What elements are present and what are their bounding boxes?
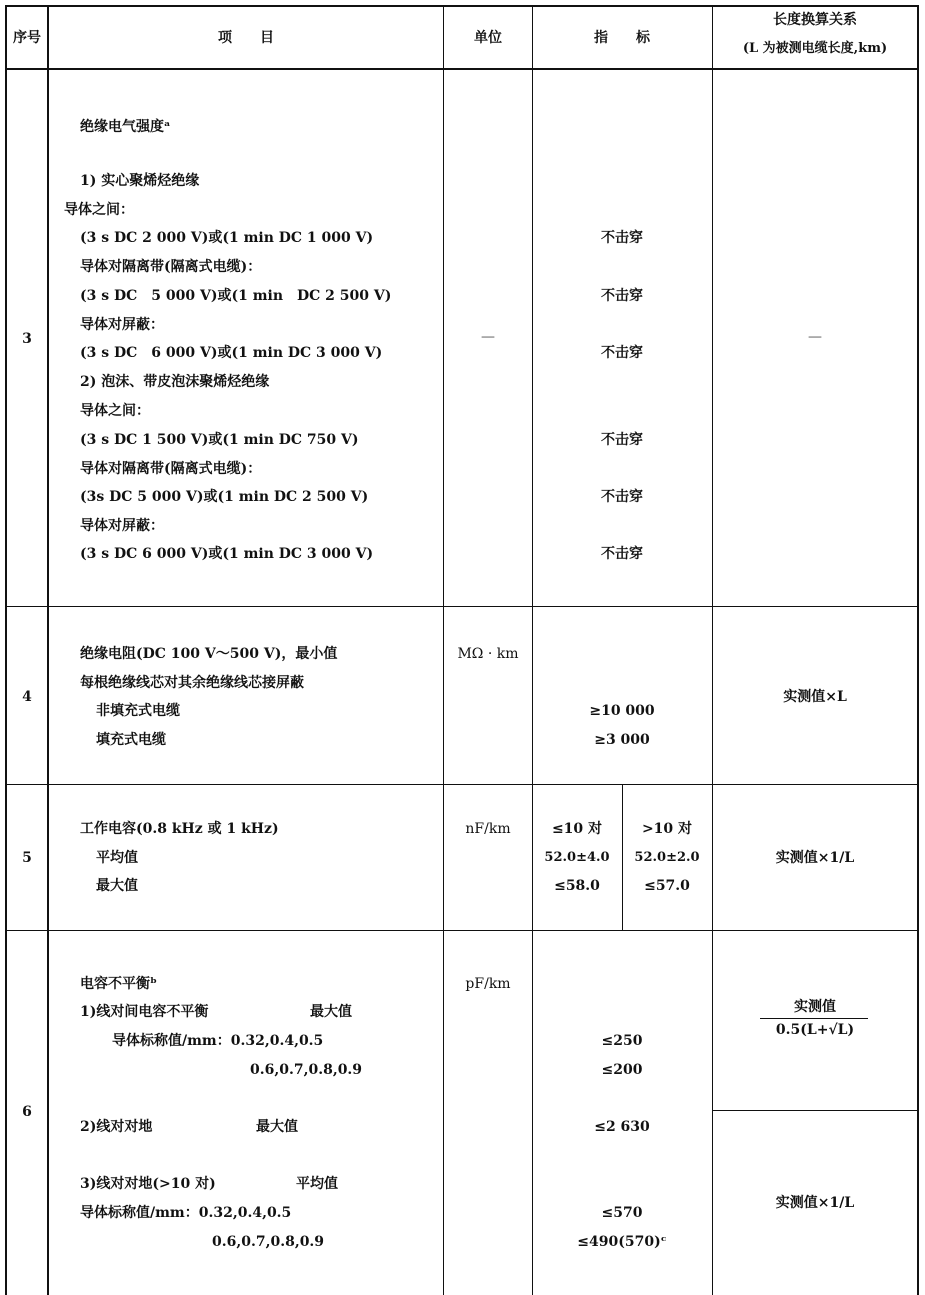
row6-line: 最大值 [310,1004,352,1020]
col-seq-border [47,5,49,1295]
row5-line: 工作电容(0.8 kHz 或 1 kHz) [80,821,279,837]
row4-unit: MΩ · km [457,646,519,662]
row3-line: (3 s DC 6 000 V)或(1 min DC 3 000 V) [80,345,383,361]
row5-unit: nF/km [465,821,511,837]
table-top-border [5,5,918,7]
row6-title: 电容不平衡ᵇ [80,976,157,992]
row3-conv: — [808,329,822,345]
row6-conv-numerator: 实测值 [794,999,836,1015]
row5-index-right: >10 对 [641,821,693,837]
row6-line: 0.6,0.7,0.8,0.9 [250,1062,363,1078]
table-right-border [917,5,919,1295]
row3-index-value: 不击穿 [601,288,643,304]
row3-bottom-border [5,606,918,607]
row3-index-value: 不击穿 [601,345,643,361]
row6-conv-divider [712,1110,918,1111]
row3-index-value: 不击穿 [601,546,643,562]
row4-line: 绝缘电阻(DC 100 V～500 V)，最小值 [80,646,338,662]
row6-line: 平均值 [296,1176,338,1192]
header-conv-line1: 长度换算关系 [773,12,857,28]
row3-line: (3 s DC 2 000 V)或(1 min DC 1 000 V) [80,230,374,246]
row4-line: 填充式电缆 [96,732,166,748]
row6-conv-lower: 实测值×1/L [775,1195,855,1211]
row6-seq: 6 [22,1104,32,1120]
row3-index-value: 不击穿 [601,432,643,448]
row3-title: 绝缘电气强度ᵃ [80,119,171,135]
row3-line: 导体之间： [64,202,134,218]
row6-index-value: ≤200 [601,1062,643,1078]
row3-line: 导体之间： [80,403,150,419]
row3-line: 导体对隔离带(隔离式电缆)： [80,461,262,477]
row5-conv: 实测值×1/L [775,850,855,866]
header-bottom-border [5,68,918,70]
header-item: 项 目 [218,30,274,46]
row3-index-value: 不击穿 [601,230,643,246]
row6-line: 0.6,0.7,0.8,0.9 [212,1234,325,1250]
row5-bottom-border [5,930,918,931]
row6-index-value: ≤570 [601,1205,643,1221]
row5-seq: 5 [22,850,32,866]
header-index: 指 标 [594,30,650,46]
table-left-border [5,5,7,1295]
row5-index-split [622,784,623,930]
row6-line: 导体标称值/mm：0.32,0.4,0.5 [112,1033,324,1049]
col-item-border [443,5,444,1295]
row3-line: 导体对屏蔽： [80,317,164,333]
row5-index-left: ≤10 对 [551,821,603,837]
header-conv-line2: (L 为被测电缆长度,km) [742,41,888,56]
row3-line: (3 s DC 1 500 V)或(1 min DC 750 V) [80,432,359,448]
row6-line: 1)线对间电容不平衡 [80,1004,209,1020]
row6-line: 最大值 [256,1119,298,1135]
row4-seq: 4 [22,689,32,705]
row3-line: 1) 实心聚烯烃绝缘 [80,173,200,189]
row4-bottom-border [5,784,918,785]
row6-unit: pF/km [465,976,511,992]
row6-index-value: ≤2 630 [594,1119,650,1135]
row3-line: (3s DC 5 000 V)或(1 min DC 2 500 V) [80,489,369,505]
row3-line: 2) 泡沫、带皮泡沫聚烯烃绝缘 [80,374,270,390]
row3-line: 导体对屏蔽： [80,518,164,534]
row3-line: (3 s DC 6 000 V)或(1 min DC 3 000 V) [80,546,374,562]
row5-index-left: ≤58.0 [554,878,600,894]
header-seq: 序号 [13,30,41,46]
row5-line: 平均值 [96,850,138,866]
row4-index-value: ≥3 000 [594,732,650,748]
col-unit-border [532,5,533,1295]
row6-line: 2)线对对地 [80,1119,153,1135]
row3-seq: 3 [22,331,32,347]
row5-index-right: ≤57.0 [644,878,690,894]
row5-index-right: 52.0±2.0 [634,850,700,865]
row3-line: (3 s DC 5 000 V)或(1 min DC 2 500 V) [80,288,392,304]
row4-index-value: ≥10 000 [589,703,655,719]
row3-unit: — [481,329,495,345]
row4-conv: 实测值×L [783,689,847,705]
col-index-border [712,5,713,1295]
row5-line: 最大值 [96,878,138,894]
row3-index-value: 不击穿 [601,489,643,505]
row6-index-value: ≤490(570)ᶜ [577,1234,667,1250]
row6-line: 导体标称值/mm：0.32,0.4,0.5 [80,1205,292,1221]
row6-index-value: ≤250 [601,1033,643,1049]
header-unit: 单位 [474,30,502,46]
row6-conv-fraction-bar [760,1018,868,1019]
row6-conv-denominator: 0.5(L+√L) [775,1022,855,1038]
row5-index-left: 52.0±4.0 [544,850,610,865]
row6-line: 3)线对对地(>10 对) [80,1176,216,1192]
row3-line: 导体对隔离带(隔离式电缆)： [80,259,262,275]
row4-line: 每根绝缘线芯对其余绝缘线芯接屏蔽 [80,675,304,691]
row4-line: 非填充式电缆 [96,703,180,719]
